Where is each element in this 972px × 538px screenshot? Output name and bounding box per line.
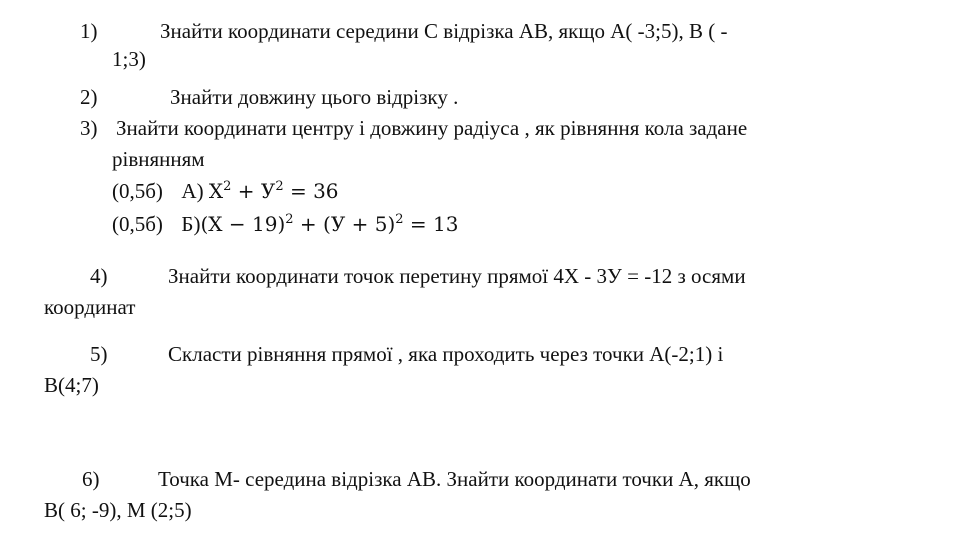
task-3a-plus: +	[237, 179, 255, 203]
task-3b-label: Б)	[181, 212, 201, 236]
task-2-number: 2)	[80, 85, 98, 109]
task-3b-exp-1: 2	[285, 212, 294, 227]
task-3-number: 3)	[80, 116, 98, 140]
task-5-line-1	[90, 341, 723, 367]
task-2	[80, 84, 458, 110]
task-3a-y-term: У	[260, 179, 276, 203]
task-3-equation-a	[112, 178, 339, 204]
task-6-number: 6)	[82, 467, 100, 491]
task-5-line-2: В(4;7)	[44, 373, 99, 397]
task-3-line-2: рівнянням	[112, 147, 205, 171]
task-4-line-1	[90, 263, 746, 289]
task-1-number: 1)	[80, 19, 98, 43]
task-2-text: Знайти довжину цього відрізку .	[170, 85, 459, 109]
task-3b-term-2: (У + 5)	[323, 212, 396, 236]
task-3b-formula	[200, 212, 458, 236]
task-3a-rhs: = 36	[289, 179, 339, 203]
task-5-text: Скласти рівняння прямої , яка проходить через точки А(-2;1) і	[168, 342, 724, 366]
task-3b-points: (0,5б)	[112, 212, 163, 236]
task-4-number: 4)	[90, 264, 108, 288]
task-3a-y-exp: 2	[275, 179, 284, 194]
task-3b-exp-2: 2	[395, 212, 404, 227]
task-1-line-1	[80, 18, 728, 44]
task-6-line-2: В( 6; -9), М (2;5)	[44, 498, 192, 522]
task-6-line-1	[82, 466, 751, 492]
task-1-text: Знайти координати середини С відрізка АВ, якщо А( -3;5), В ( -	[160, 19, 728, 43]
task-1-line-2: 1;3)	[112, 47, 146, 71]
task-3b-term-1: (X − 19)	[200, 212, 286, 236]
task-3b-rhs: = 13	[409, 212, 459, 236]
task-5-number: 5)	[90, 342, 108, 366]
task-3a-x-term: X	[208, 179, 224, 203]
task-4-text: Знайти координати точок перетину прямої 4Х - 3У = -12 з осями	[168, 264, 746, 288]
task-3-equation-b	[112, 211, 459, 237]
task-6-text: Точка М- середина відрізка АВ. Знайти координати точки А, якщо	[158, 467, 751, 491]
task-4-line-2: координат	[44, 295, 136, 319]
task-3a-formula	[209, 179, 339, 203]
task-3-text: Знайти координати центру і довжину радіуса , як рівняння кола задане	[116, 116, 748, 140]
task-3a-points: (0,5б)	[112, 179, 163, 203]
task-3b-plus: +	[299, 212, 317, 236]
task-3a-label: А)	[181, 179, 204, 203]
task-3-line-1	[80, 115, 747, 141]
task-3a-x-exp: 2	[223, 179, 232, 194]
